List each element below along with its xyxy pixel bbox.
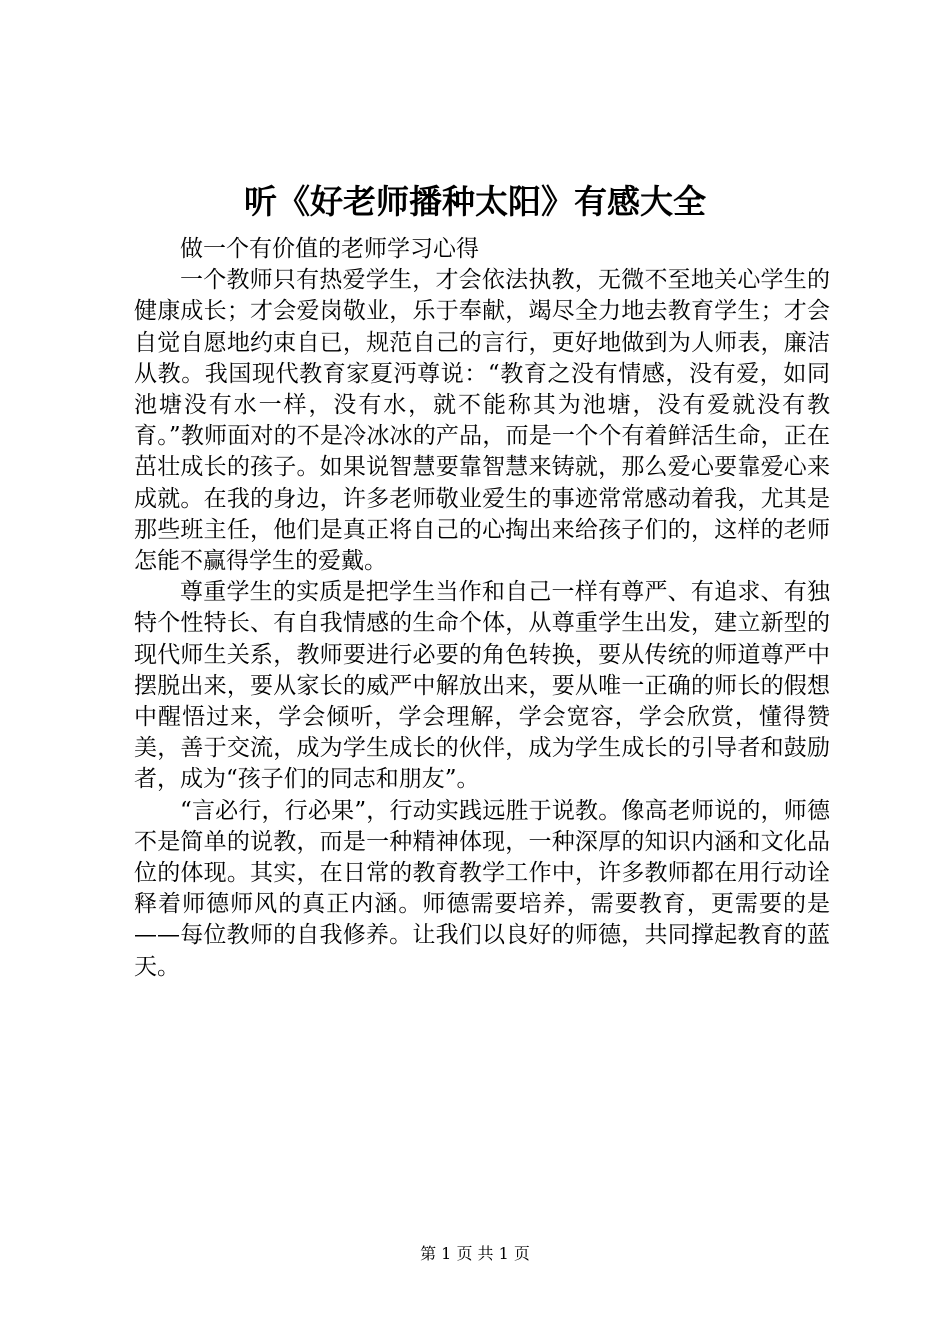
paragraph: “言必行，行必果”，行动实践远胜于说教。像高老师说的，师德不是简单的说教，而是一种精神体现，一种深厚的知识内涵和文化品位的体现。其实，在日常的教育教学工作中，许多教师都在用行动诠释着师德师风的真正内涵。师德需要培养，需要教育，更需要的是——每位教师的自我修养。让我们以良好的师德，共同撑起教育的蓝天。 (134, 797, 830, 980)
paragraph: 一个教师只有热爱学生，才会依法执教，无微不至地关心学生的健康成长；才会爱岗敬业，乐于奉献，竭尽全力地去教育学生；才会自觉自愿地约束自已，规范自己的言行，更好地做到为人师表，廉洁从教。我国现代教育家夏沔尊说：“教育之没有情感，没有爱，如同池塘没有水一样，没有水，就不能称其为池塘，没有爱就没有教育。”教师面对的不是冷冰冰的产品，而是一个个有着鲜活生命，正在茁壮成长的孩子。如果说智慧要靠智慧来铸就，那么爱心要靠爱心来成就。在我的身边，许多老师敬业爱生的事迹常常感动着我，尤其是那些班主任，他们是真正将自己的心掏出来给孩子们的，这样的老师怎能不赢得学生的爱戴。 (134, 267, 830, 575)
document-body (134, 234, 830, 983)
document-title: 听《好老师播种太阳》有感大全 (244, 182, 706, 221)
page-number-footer: 第 1 页 共 1 页 (420, 1244, 530, 1263)
document-subtitle: 做一个有价值的老师学习心得 (180, 236, 479, 262)
paragraph: 尊重学生的实质是把学生当作和自己一样有尊严、有追求、有独特个性特长、有自我情感的生命个体，从尊重学生出发，建立新型的现代师生关系，教师要进行必要的角色转换，要从传统的师道尊严中摆脱出来，要从家长的威严中解放出来，要从唯一正确的师长的假想中醒悟过来，学会倾听，学会理解，学会宽容，学会欣赏，懂得赞美，善于交流，成为学生成长的伙伴，成为学生成长的引导者和鼓励者，成为“孩子们的同志和朋友”。 (134, 579, 830, 793)
